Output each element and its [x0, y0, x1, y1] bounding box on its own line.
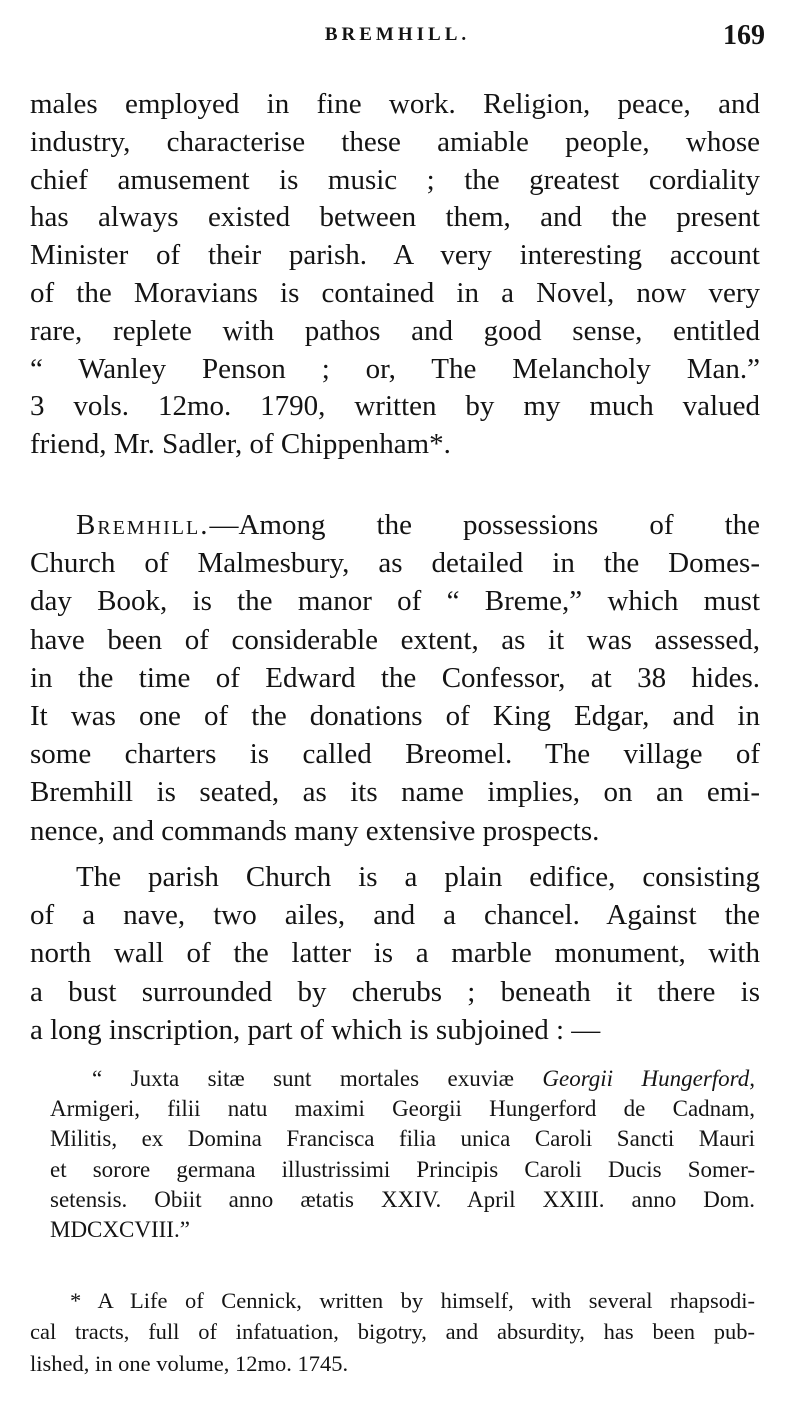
paragraph-church: [30, 858, 760, 1049]
italic-name: Georgii Hungerford,: [542, 1066, 756, 1091]
text-line: Militis, ex Domina Francisca filia unica Caroli Sancti Mauri: [50, 1126, 755, 1152]
page-number: 169: [723, 20, 765, 51]
text-line: The parish Church is a plain edifice, consisting: [76, 861, 760, 893]
text-line: of the Moravians is contained in a Novel, now very: [30, 276, 760, 309]
text-line: setensis. Obiit anno ætatis XXIV. April XXIII. anno Dom.: [50, 1186, 755, 1212]
footnote-line: lished, in one volume, 12mo. 1745.: [30, 1350, 349, 1376]
text-line: “ Wanley Penson ; or, The Melancholy Man.”: [30, 352, 760, 385]
text-line: rare, replete with pathos and good sense, entitled: [30, 314, 760, 347]
inscription-quote: [50, 1064, 755, 1245]
text-span: “ Juxta sitæ sunt mortales exuviæ: [92, 1066, 543, 1091]
paragraph-moravians: [30, 86, 760, 464]
text-line: males employed in fine work. Religion, peace, and: [30, 88, 760, 120]
text-line: nence, and commands many extensive prospects.: [30, 814, 600, 847]
text-line: [50, 1064, 755, 1094]
section-heading: Bremhill.: [76, 509, 210, 541]
text-line: Minister of their parish. A very interesting account: [30, 239, 760, 272]
text-span: —Among the possessions of the: [209, 509, 760, 541]
footnote: [30, 1285, 755, 1379]
text-line: Bremhill is seated, as its name implies, on an emi-: [30, 776, 760, 809]
text-line: a bust surrounded by cherubs ; beneath it there is: [30, 975, 760, 1008]
text-line: [30, 506, 760, 544]
text-line: MDCXCVIII.”: [50, 1216, 190, 1242]
text-line: chief amusement is music ; the greatest cordiality: [30, 163, 760, 196]
text-line: industry, characterise these amiable people, whose: [30, 125, 760, 158]
text-line: Church of Malmesbury, as detailed in the Domes-: [30, 547, 760, 580]
text-line: in the time of Edward the Confessor, at 38 hides.: [30, 661, 760, 694]
paragraph-bremhill: [30, 506, 760, 850]
text-line: day Book, is the manor of “ Breme,” which must: [30, 585, 760, 618]
text-line: some charters is called Breomel. The village of: [30, 738, 760, 771]
running-head: [30, 22, 765, 58]
footnote-line: * A Life of Cennick, written by himself, with several rhapsodi-: [70, 1288, 755, 1313]
text-line: Armigeri, filii natu maximi Georgii Hungerford de Cadnam,: [50, 1096, 755, 1122]
text-line: et sorore germana illustrissimi Principis Caroli Ducis Somer-: [50, 1156, 755, 1182]
text-line: has always existed between them, and the present: [30, 201, 760, 234]
text-line: a long inscription, part of which is subjoined : —: [30, 1013, 601, 1046]
footnote-line: cal tracts, full of infatuation, bigotry, and absurdity, has been pub-: [30, 1319, 755, 1345]
text-line: of a nave, two ailes, and a chancel. Against the: [30, 899, 760, 932]
text-line: friend, Mr. Sadler, of Chippenham*.: [30, 428, 451, 461]
text-line: north wall of the latter is a marble monument, with: [30, 937, 760, 970]
text-line: 3 vols. 12mo. 1790, written by my much valued: [30, 390, 760, 423]
text-line: It was one of the donations of King Edgar, and in: [30, 699, 760, 732]
running-title: BREMHILL.: [324, 24, 471, 45]
text-line: have been of considerable extent, as it was assessed,: [30, 623, 760, 656]
